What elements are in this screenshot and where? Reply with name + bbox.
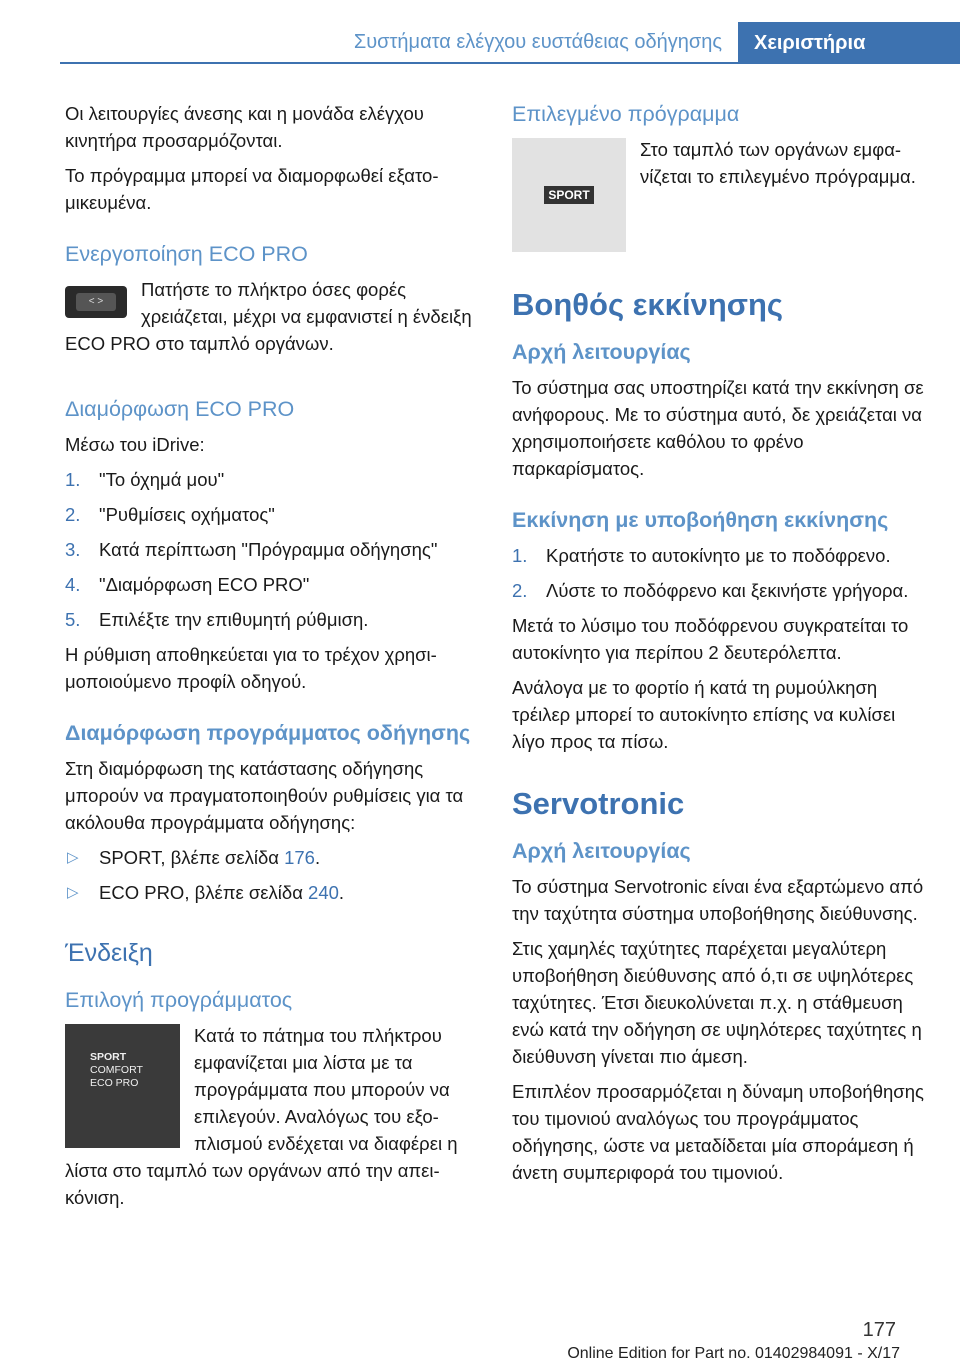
step-number: 4. <box>65 574 81 595</box>
program-menu-image <box>65 1024 180 1148</box>
edition-line: Online Edition for Part no. 01402984091 - X/17 <box>567 1345 900 1362</box>
page-link[interactable]: 240 <box>308 882 339 903</box>
step-text: "Διαμόρφωση ECO PRO" <box>99 574 310 595</box>
intro-text-2: Το πρόγραμμα μπορεί να διαμορφωθεί εξατομικευμένα. <box>65 165 439 213</box>
list-item <box>65 501 480 528</box>
step-number: 5. <box>65 609 81 630</box>
triangle-bullet-icon: ▷ <box>67 884 79 901</box>
list-item <box>65 844 480 871</box>
prog-config-text: Στη διαμόρφωση της κατάστασης οδήγησης μπορούν να πραγματοποιηθούν ρυθμίσεις για τα ακόλουθα προγράμματα οδήγησης: <box>65 758 464 833</box>
intro-text-1: Οι λειτουργίες άνεσης και η μονάδα ελέγχου κινητήρα προσαρμόζονται. <box>65 103 424 151</box>
left-column <box>65 100 480 1219</box>
list-item <box>65 536 480 563</box>
selected-program-text: Στο ταμπλό των οργάνων εμφανίζεται το επιλεγμένο πρόγραμμα. <box>640 139 916 187</box>
via-idrive-text: Μέσω του iDrive: <box>65 434 205 455</box>
servotronic-heading: Servotronic <box>512 786 685 821</box>
hill-steps <box>512 542 932 604</box>
eco-activate-heading: Ενεργοποίηση ECO PRO <box>65 242 308 266</box>
saved-text: Η ρύθμιση αποθηκεύεται για το τρέχον χρησιμοποιούμενο προφίλ οδηγού. <box>65 644 437 692</box>
section-title: Χειριστήρια <box>738 22 960 64</box>
list-item <box>65 466 480 493</box>
prog-config-heading: Διαμόρφωση προγράμματος οδήγησης <box>65 721 471 745</box>
list-item <box>65 606 480 633</box>
eco-config-steps <box>65 466 480 633</box>
page-link[interactable]: 176 <box>284 847 315 868</box>
header-rule <box>60 62 738 64</box>
step-number: 2. <box>65 504 81 525</box>
triangle-bullet-icon: ▷ <box>67 849 79 866</box>
right-column <box>512 100 932 1194</box>
selected-program-heading: Επιλεγμένο πρόγραμμα <box>512 102 740 126</box>
servo-text-2: Στις χαμηλές ταχύτητες παρέχεται μεγαλύτερη υποβοήθηση διεύθυνσης από ό,τι σε υψηλότερες ταχύτητες. Έτσι διευκολύνεται π.χ. η στάθμευση ενώ κατά την οδήγηση σε υψηλότερες ταχύτητες η διεύθυνση γίνεται πιο άμεση. <box>512 938 922 1067</box>
page-footer <box>560 1319 896 1342</box>
eco-key-image <box>65 278 127 318</box>
program-list-display <box>65 1024 180 1148</box>
step-text: Επιλέξτε την επιθυμητή ρύθμιση. <box>99 609 369 630</box>
step-number: 3. <box>65 539 81 560</box>
step-text: "Το όχημά μου" <box>99 469 225 490</box>
servo-text-1: Το σύστημα Servotronic είναι ένα εξαρτώμενο από την ταχύτητα σύστημα υποβοήθησης διεύθυνσης. <box>512 876 924 924</box>
hill-assist-heading: Βοηθός εκκίνησης <box>512 287 784 322</box>
key-icon-label: < > <box>76 293 116 311</box>
bullet-end: . <box>338 882 345 903</box>
page-header <box>0 22 960 62</box>
step-number: 2. <box>512 580 528 601</box>
prog-select-text: Κατά το πάτημα του πλήκτρου εμφανίζεται μια λίστα με τα προγράμματα που μπορούν να επιλεγούν. Αναλόγως του εξοπλισμού ενδέχεται να διαφέρει η λίστα στο ταμπλό των οργάνων από την απεικόνιση. <box>65 1025 458 1208</box>
hill-text-3: Ανάλογα με το φορτίο ή κατά τη ρυμούλκηση τρέιλερ μπορεί το αυτοκίνητο επίσης να κυλίσει λίγο προς τα πίσω. <box>512 677 896 752</box>
list-item <box>65 879 480 906</box>
hill-principle-heading: Αρχή λειτουργίας <box>512 340 691 364</box>
step-number: 1. <box>65 469 81 490</box>
step-text: Λύστε το ποδόφρενο και ξεκινήστε γρήγορα. <box>546 580 909 601</box>
list-item <box>512 577 932 604</box>
servo-principle-heading: Αρχή λειτουργίας <box>512 839 691 863</box>
menu-item-sport: SPORT <box>90 1051 127 1063</box>
step-text: Κρατήστε το αυτοκίνητο με το ποδόφρενο. <box>546 545 891 566</box>
selected-program-image <box>512 138 626 252</box>
prog-select-heading: Επιλογή προγράμματος <box>65 988 293 1012</box>
list-item <box>65 571 480 598</box>
eco-config-heading: Διαμόρφωση ECO PRO <box>65 397 295 421</box>
bullet-text: ECO PRO, βλέπε σελίδα <box>99 882 309 903</box>
eco-activate-text: Πατήστε το πλήκτρο όσες φορές χρειάζεται, μέχρι να εμφανιστεί η ένδειξη ECO PRO στο ταμπλό οργάνων. <box>65 279 472 354</box>
hill-principle-text: Το σύστημα σας υποστηρίζει κατά την εκκίνηση σε ανήφορους. Με το σύστημα αυτό, δε χρειάζεται να χρησιμοποιήσετε καθόλου το φρένο παρκαρίσματος. <box>512 377 924 479</box>
hill-text-2: Μετά το λύσιμο του ποδόφρενου συγκρατείται το αυτοκίνητο για περίπου 2 δευτερόλεπτα. <box>512 615 909 663</box>
sport-badge: SPORT <box>544 186 593 204</box>
hill-start-heading: Εκκίνηση με υποβοήθηση εκκίνησης <box>512 508 889 532</box>
bullet-text: SPORT, βλέπε σελίδα <box>99 847 285 868</box>
bullet-end: . <box>314 847 321 868</box>
chapter-title: Συστήματα ελέγχου ευστάθειας οδήγησης <box>353 31 722 53</box>
sport-display <box>512 138 626 252</box>
page-number: 177 <box>862 1319 896 1341</box>
list-item <box>512 542 932 569</box>
step-text: "Ρυθμίσεις οχήματος" <box>99 504 275 525</box>
driving-switch-icon <box>65 286 127 318</box>
step-text: Κατά περίπτωση "Πρόγραμμα οδήγησης" <box>99 539 438 560</box>
prog-bullets <box>65 844 480 906</box>
menu-item-comfort: COMFORT <box>90 1064 143 1076</box>
servo-text-3: Επιπλέον προσαρμόζεται η δύναμη υποβοήθησης του τιμονιού αναλόγως του προγράμματος οδήγησης, ώστε να μεταδίδεται μία σποράμεση ή άνετη συμπεριφορά του τιμονιού. <box>512 1081 924 1183</box>
menu-item-eco-pro: ECO PRO <box>90 1077 139 1089</box>
display-heading: Ένδειξη <box>65 939 153 967</box>
step-number: 1. <box>512 545 528 566</box>
